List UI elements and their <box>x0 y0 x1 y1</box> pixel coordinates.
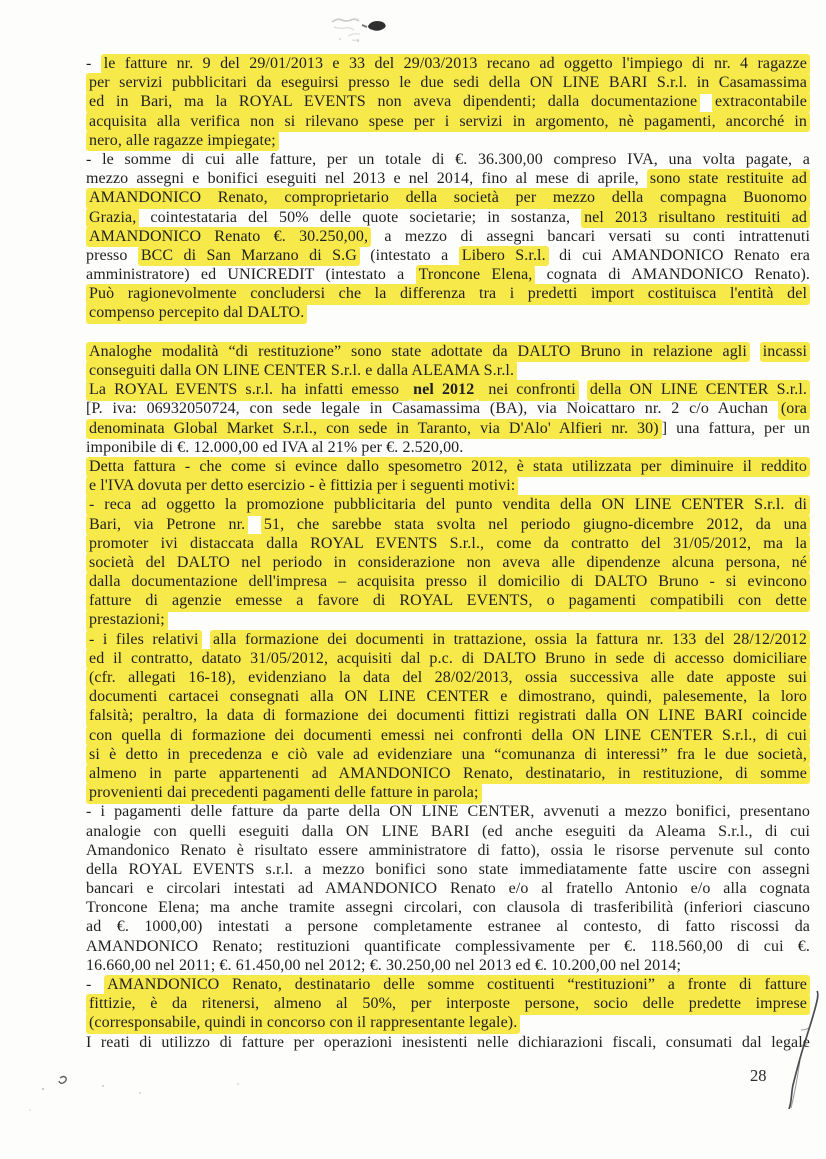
text-line <box>86 265 810 284</box>
highlighted-text: con quella di formazione dei documenti emessi nei confronti della ON LINE CENTER S.r.l., di cui <box>86 726 810 747</box>
plain-text <box>700 93 712 110</box>
page-number: 28 <box>750 1066 767 1085</box>
highlighted-text: nero, alle ragazze impiegate; <box>86 131 279 152</box>
text-line <box>86 553 810 572</box>
highlighted-text: fatture di agenzie emesse a favore di ROYAL EVENTS, o pagamenti compatibili con dette <box>86 591 810 612</box>
highlighted-text: denominata Global Market S.r.l., con sede in Taranto, via D'Alo' Alfieri nr. 30) <box>86 419 662 440</box>
plain-text: a mezzo di assegni bancari versati su conti intrattenuti <box>371 227 811 245</box>
highlighted-text: BCC di San Marzano di S.G <box>138 246 360 267</box>
text-line <box>86 649 810 668</box>
highlighted-text: sono state restituite ad <box>647 169 810 190</box>
text-line <box>86 956 810 975</box>
plain-text: ] una fattura, per un <box>661 419 810 437</box>
highlighted-text: documenti cartacei consegnati alla ON LINE CENTER e dimostrano, quindi, palesemente, la loro <box>86 687 810 708</box>
plain-text: - <box>86 55 101 72</box>
highlighted-text: dalla documentazione dell'impresa – acquisita presso il domicilio di DALTO Bruno - si evincono <box>86 572 810 593</box>
text-line <box>86 208 810 227</box>
plain-text: Troncone Elena; ma anche tramite assegni circolari, con clausola di trasferibilità (inferiori ciascuno <box>86 899 810 917</box>
highlighted-text: extracontabile <box>712 92 810 113</box>
text-line <box>86 841 810 860</box>
text-line <box>86 112 810 131</box>
text-line <box>86 284 810 303</box>
text-line <box>86 303 810 322</box>
highlighted-text: AMANDONICO Renato, comproprietario della società per mezzo della compagna Buonomo <box>86 188 810 209</box>
highlighted-text: per servizi pubblicitari da eseguirsi presso le due sedi della ON LINE BARI S.r.l. in Casamassima <box>86 73 810 94</box>
highlighted-text: della ON LINE CENTER S.r.l. <box>587 380 810 401</box>
text-line <box>86 917 810 936</box>
text-line <box>86 783 810 802</box>
text-line <box>86 131 810 150</box>
highlighted-text: (corresponsabile, quindi in concorso con il rappresentante legale). <box>86 1013 520 1034</box>
plain-text <box>579 381 587 398</box>
plain-text: - <box>86 976 105 993</box>
highlighted-text: Bari, via Petrone nr. <box>86 515 248 536</box>
text-line <box>86 476 810 495</box>
text-line <box>86 342 810 361</box>
text-line <box>86 745 810 764</box>
highlighted-text: compenso percepito dal DALTO. <box>86 303 307 324</box>
highlighted-text: falsità; peraltro, la data di formazione dei documenti fittizi registrati dalla ON LINE BARI coincide <box>86 706 810 727</box>
text-line <box>86 630 810 649</box>
text-line <box>86 495 810 514</box>
plain-text: [P. iva: 06932050724, con sede legale in Casamassima (BA), via Noicattaro nr. 2 c/o Auchan <box>86 400 778 418</box>
text-line <box>86 572 810 591</box>
highlighted-text: acquisita alla verifica non si rilevano spese per i servizi in argomento, nè pagamenti, ancorché in <box>86 112 810 133</box>
text-line <box>86 188 810 207</box>
highlighted-text: Detta fattura - che come si evince dallo spesometro 2012, è stata utilizzata per diminuire il reddito <box>86 457 810 478</box>
text-line <box>86 1013 810 1032</box>
plain-text: presso <box>86 246 138 264</box>
highlighted-text: conseguiti dalla ON LINE CENTER S.r.l. e dalla ALEAMA S.r.l. <box>86 361 517 382</box>
text-line <box>86 975 810 994</box>
plain-text: Amandonico Renato è risultato essere amministratore di fatto), ossia le risorse pervenute sul conto <box>86 841 810 859</box>
plain-text: (intestato a <box>359 246 459 264</box>
highlighted-text: ed il contratto, datato 31/05/2012, acquisiti dal p.c. di DALTO Bruno in sede di accesso domiciliare <box>86 649 810 670</box>
highlighted-text: AMANDONICO Renato, destinatario delle somme costituenti “restituzioni” a fronte di fatture <box>104 975 810 996</box>
text-line <box>86 822 810 841</box>
text-line <box>86 994 810 1013</box>
plain-text: analogie con quelli eseguiti dalla ON LINE BARI (ed anche eseguiti da Aleama S.r.l., di cui <box>86 822 810 840</box>
highlighted-text: almeno in parte appartenenti ad AMANDONICO Renato, destinatario, in restituzione, di somme <box>86 764 810 785</box>
text-line <box>86 92 810 111</box>
highlighted-text: Può ragionevolmente concludersi che la differenza tra i predetti import costituisca l'entità del <box>86 284 810 305</box>
text-line <box>86 860 810 879</box>
text-line <box>86 399 810 418</box>
highlighted-text: nei confronti <box>477 380 578 401</box>
plain-text <box>750 343 760 360</box>
blank-line <box>86 323 810 342</box>
text-line <box>86 706 810 725</box>
highlighted-text: si è detto in precedenza e ciò vale ad evidenziare una “comunanza di interessi” fra le due società, <box>86 745 810 766</box>
text-line <box>86 246 810 265</box>
text-line <box>86 457 810 476</box>
text-line <box>86 54 810 73</box>
highlighted-text: La ROYAL EVENTS s.r.l. ha infatti emesso <box>86 380 410 401</box>
highlighted-text: 51, che sarebbe stata svolta nel periodo giugno-dicembre 2012, da una <box>261 515 810 536</box>
document-text <box>86 54 810 1052</box>
highlighted-text: - i files relativi <box>86 630 202 651</box>
plain-text: imponibile di €. 12.000,00 ed IVA al 21% per €. 2.520,00. <box>86 438 464 456</box>
highlighted-text: Troncone Elena, <box>416 265 536 286</box>
text-line <box>86 802 810 821</box>
text-line <box>86 764 810 783</box>
text-line <box>86 73 810 92</box>
plain-text: I reati di utilizzo di fatture per operazioni inesistenti nelle dichiarazioni fiscali, consumati dal legale <box>86 1033 810 1051</box>
plain-text <box>248 516 261 533</box>
plain-text: amministratore) ed UNICREDIT (intestato a <box>86 266 416 284</box>
text-line <box>86 898 810 917</box>
highlighted-text: le fatture nr. 9 del 29/01/2013 e 33 del 29/03/2013 recano ad oggetto l'impiego di nr. 4 ragazze <box>101 54 810 75</box>
highlighted-text: incassi <box>760 342 810 363</box>
plain-text: della ROYAL EVENTS s.r.l. a mezzo bonifici sono state immediatamente fatte uscire con assegni <box>86 860 810 878</box>
text-line <box>86 169 810 188</box>
highlighted-text: nel 2012 <box>410 380 477 401</box>
highlighted-text: nel 2013 risultano restituiti ad <box>581 208 810 229</box>
highlighted-text: ed in Bari, ma la ROYAL EVENTS non aveva dipendenti; dalla documentazione <box>86 92 700 113</box>
highlighted-text: prestazioni; <box>86 610 168 631</box>
text-line <box>86 150 810 169</box>
plain-text: cognata di AMANDONICO Renato). <box>535 266 810 284</box>
plain-text: mezzo assegni e bonifici eseguiti nel 2013 e nel 2014, fino al mese di aprile, <box>86 170 647 188</box>
text-line <box>86 380 810 399</box>
text-line <box>86 610 810 629</box>
highlighted-text: (cfr. allegati 16-18), evidenziano la data del 28/02/2013, ossia successiva alle date apposte sui <box>86 668 810 689</box>
highlighted-text: provenienti dai precedenti pagamenti delle fatture in parola; <box>86 783 482 804</box>
text-line <box>86 419 810 438</box>
highlighted-text: AMANDONICO Renato €. 30.250,00, <box>86 227 371 248</box>
text-line <box>86 361 810 380</box>
text-line <box>86 438 810 457</box>
text-line <box>86 879 810 898</box>
text-line <box>86 591 810 610</box>
text-line <box>86 534 810 553</box>
text-line <box>86 687 810 706</box>
text-line <box>86 668 810 687</box>
highlighted-text: fittizie, è da ritenersi, almeno al 50%, per interposte persone, socio delle predette imprese <box>86 994 810 1015</box>
highlighted-text: società del DALTO nel periodo in considerazione non aveva alle dipendenze alcuna persona, né <box>86 553 810 574</box>
text-line <box>86 515 810 534</box>
plain-text <box>202 631 210 648</box>
highlighted-text: (ora <box>778 399 810 420</box>
highlighted-text: - reca ad oggetto la promozione pubblicitaria del punto vendita della ON LINE CENTER S.r.l. di <box>86 495 810 516</box>
highlighted-text: e l'IVA dovuta per detto esercizio - è fittizia per i seguenti motivi: <box>86 476 518 497</box>
plain-text: - i pagamenti delle fatture da parte della ON LINE CENTER, avvenuti a mezzo bonifici, presentano <box>86 803 810 821</box>
plain-text: ad €. 1000,00) intestati a persone completamente estranee al contesto, di fatto riscossi da <box>86 918 810 936</box>
text-line <box>86 726 810 745</box>
highlighted-text: alla formazione dei documenti in trattazione, ossia la fattura nr. 133 del 28/12/2012 <box>210 630 810 651</box>
ink-specks <box>29 1077 239 1112</box>
plain-text: bancari e circolari intestati ad AMANDONICO Renato e/o al fratello Antonio e/o alla cognata <box>86 880 810 898</box>
highlighted-text: Libero S.r.l. <box>459 246 549 267</box>
highlighted-text: Analoghe modalità “di restituzione” sono state adottate da DALTO Bruno in relazione agli <box>86 342 750 363</box>
text-line <box>86 1033 810 1052</box>
text-line <box>86 937 810 956</box>
highlighted-text: Grazia, <box>86 208 139 229</box>
plain-text: di cui AMANDONICO Renato era <box>548 246 810 264</box>
plain-text: cointestataria del 50% delle quote societarie; in sostanza, <box>139 208 582 226</box>
ink-smudge <box>332 19 386 42</box>
text-line <box>86 227 810 246</box>
plain-text: AMANDONICO Renato; restituzioni quantificate complessivamente per €. 118.560,00 di cui €. <box>86 937 810 955</box>
plain-text: 16.660,00 nel 2011; €. 61.450,00 nel 2012; €. 30.250,00 nel 2013 ed €. 10.200,00 nel 2014; <box>86 956 682 974</box>
plain-text: - le somme di cui alle fatture, per un totale di €. 36.300,00 compreso IVA, una volta pagate, a <box>86 150 810 168</box>
highlighted-text: promoter ivi distaccata dalla ROYAL EVENTS S.r.l., come da contratto del 31/05/2012, ma la <box>86 534 810 555</box>
